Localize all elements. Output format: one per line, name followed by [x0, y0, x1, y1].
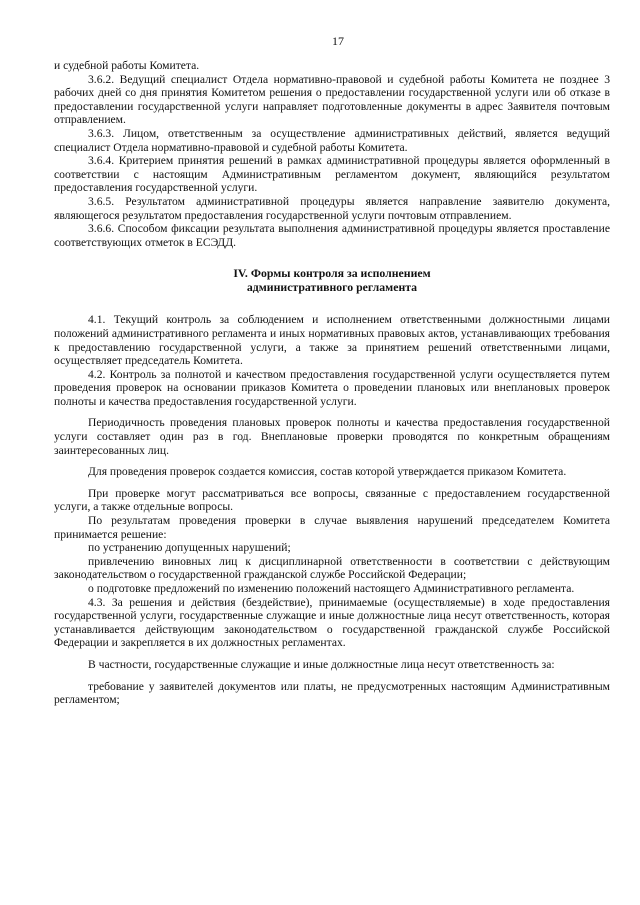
section-heading-line-2: административного регламента: [246, 280, 418, 295]
paragraph-3-6-5: 3.6.5. Результатом административной процедуры является направление заявителю документа, являющегося результатом предоставления государственной услуги почтовым отправлением.: [54, 194, 610, 222]
paragraph-3-6-4: 3.6.4. Критерием принятия решений в рамках административной процедуры является оформленный в соответствии с настоящим Административным регламентом документ, являющийся результатом предоставления государственной услуги.: [54, 154, 610, 195]
paragraph-responsibility: В частности, государственные служащие и иные должностные лица несут ответственность за:: [88, 657, 555, 671]
document-body: [54, 59, 610, 707]
paragraph-periodicity: Периодичность проведения плановых проверок полноты и качества предоставления государственной услуги составляет один раз в год. Внеплановые проверки проводятся по конкретным обращениям заинтересованных лиц.: [54, 416, 610, 457]
paragraph-3-6-6: 3.6.6. Способом фиксации результата выполнения административной процедуры является проставление соответствующих отметок в ЕСЭДД.: [54, 222, 610, 249]
paragraph-4-3: 4.3. За решения и действия (бездействие), принимаемые (осуществляемые) в ходе предоставления государственной услуги, государственные служащие и иные должностные лица несут ответственность, которая устанавливается действующим законодательством о государственной гражданской службе Российской Федерации и закрепляется в их должностных регламентах.: [54, 595, 610, 650]
paragraph-check-questions: При проверке могут рассматриваться все вопросы, связанные с предоставлением государственной услуги, а также отдельные вопросы.: [54, 486, 610, 514]
paragraph-commission: Для проведения проверок создается комиссия, состав которой утверждается приказом Комитета.: [88, 465, 567, 479]
page-number: 17: [332, 34, 344, 48]
section-heading-line-1: IV. Формы контроля за исполнением: [233, 266, 431, 281]
paragraph-4-2: 4.2. Контроль за полнотой и качеством предоставления государственной услуги осуществляется путем проведения проверок на основании приказов Комитета о проведении плановых или внеплановых проверок полноты и качества предоставления государственной услуги.: [54, 367, 610, 408]
paragraph-decision-remedy: по устранению допущенных нарушений;: [88, 541, 291, 555]
paragraph-check-results: По результатам проведения проверки в случае выявления нарушений председателем Комитета принимается решение:: [54, 514, 610, 541]
section-heading: [54, 266, 610, 294]
paragraph-4-1: 4.1. Текущий контроль за соблюдением и исполнением ответственными должностными лицами положений административного регламента и иных нормативных правовых актов, устанавливающих требования к предоставлению государственной услуги, а также за принятием решений ответственными лицами, осуществляет председатель Комитета.: [54, 313, 610, 368]
paragraph-requirement: требование у заявителей документов или платы, не предусмотренных настоящим Административным регламентом;: [54, 679, 610, 707]
paragraph-decision-proposals: о подготовке предложений по изменению положений настоящего Административного регламента.: [88, 582, 575, 595]
paragraph-3-6-3: 3.6.3. Лицом, ответственным за осуществление административных действий, является ведущий специалист Отдела нормативно-правовой и судебной работы Комитета.: [54, 126, 610, 154]
paragraph-continuation: и судебной работы Комитета.: [54, 59, 200, 72]
paragraph-decision-liability: привлечению виновных лиц к дисциплинарной ответственности в соответствии с действующим законодательством о государственной гражданской службе Российской Федерации;: [54, 554, 610, 582]
paragraph-3-6-2: 3.6.2. Ведущий специалист Отдела нормативно-правовой и судебной работы Комитета не позднее 3 рабочих дней со дня принятия Комитетом решения о предоставлении государственной услуги или об отказе в предоставлении государственной услуги направляет подготовленные документы в адрес Заявителя почтовым отправлением.: [54, 72, 610, 127]
